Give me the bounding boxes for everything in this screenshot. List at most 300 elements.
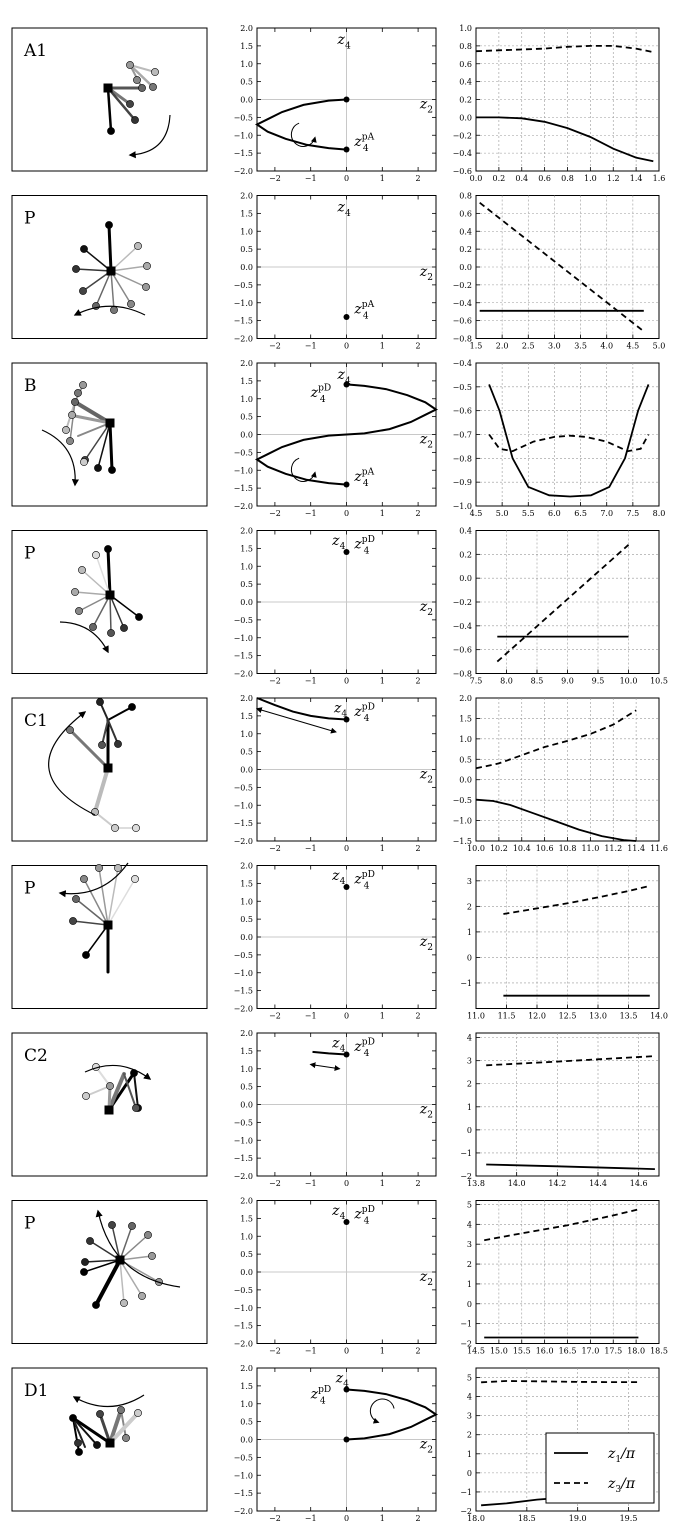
x-tick-label: −1 xyxy=(304,676,317,686)
panel-label: P xyxy=(24,543,36,564)
y-tick-label: −0.4 xyxy=(452,359,472,368)
x-tick-label: 2 xyxy=(415,509,421,518)
math-label: $z^{pD}$ 4 xyxy=(354,870,375,892)
y-tick-label: 4 xyxy=(466,1392,472,1402)
x-tick-label: 1 xyxy=(379,1346,385,1356)
x-tick-label: −2 xyxy=(269,1346,281,1356)
x-tick-label: −2 xyxy=(269,676,281,686)
complex-plane-panel xyxy=(234,527,436,686)
y-tick-label: −2.0 xyxy=(233,334,253,344)
y-tick-label: 0.8 xyxy=(459,191,472,201)
y-tick-label: 0.5 xyxy=(240,1417,253,1427)
y-tick-label: 3 xyxy=(466,876,472,886)
math-label: $z^{pA}$ 4 xyxy=(354,300,375,322)
x-tick-label: 2.5 xyxy=(521,341,535,351)
pendulum-bob xyxy=(133,76,140,83)
y-tick-label: −0.5 xyxy=(233,783,253,793)
y-tick-label: 1.0 xyxy=(240,59,253,69)
x-tick-label: 5.0 xyxy=(652,341,666,351)
y-tick-label: 1.5 xyxy=(240,41,253,51)
x-tick-label: 0 xyxy=(343,509,350,518)
x-tick-label: 11.6 xyxy=(650,844,668,853)
math-label: $z^{pD}$ 4 xyxy=(310,383,332,405)
panel-label: P xyxy=(24,878,36,899)
y-tick-label: −1.0 xyxy=(233,801,253,811)
y-tick-label: 0.5 xyxy=(240,580,253,590)
x-tick-label: 0.2 xyxy=(492,174,506,183)
y-tick-label: 2 xyxy=(466,1430,472,1440)
y-tick-label: 0.5 xyxy=(240,412,253,422)
y-tick-label: −1.5 xyxy=(233,651,253,661)
y-tick-label: 0.6 xyxy=(459,59,472,69)
pendulum-bob xyxy=(82,951,89,958)
x-tick-label: 13.5 xyxy=(619,1011,638,1021)
pivot-square xyxy=(104,921,113,930)
y-tick-label: −2.0 xyxy=(233,837,253,846)
y-tick-label: −1 xyxy=(460,978,472,988)
y-tick-label: 0.8 xyxy=(459,41,472,51)
y-tick-label: −2.0 xyxy=(233,1172,253,1181)
pendulum-bob xyxy=(96,1410,103,1417)
y-tick-label: 1 xyxy=(466,1279,472,1289)
y-tick-label: −2.0 xyxy=(233,1507,253,1516)
pendulum-bob xyxy=(131,116,138,123)
pendulum-bob xyxy=(108,466,115,473)
y-tick-label: 0.0 xyxy=(459,263,472,272)
row-1 xyxy=(12,24,665,183)
y-tick-label: −0.6 xyxy=(452,406,472,416)
y-tick-label: −1.0 xyxy=(233,1303,253,1313)
pendulum-bob xyxy=(98,741,105,748)
pendulum-bob xyxy=(138,1292,145,1299)
pendulum-bob xyxy=(95,864,102,871)
x-tick-label: 16.5 xyxy=(558,1346,577,1356)
y-tick-label: −0.5 xyxy=(233,448,253,458)
series-frame xyxy=(476,196,659,339)
pendulum-panel xyxy=(12,1033,207,1176)
pendulum-panel xyxy=(12,863,207,1009)
time-series-panel xyxy=(453,527,668,686)
y-tick-label: 0.6 xyxy=(459,209,472,219)
pendulum-bob xyxy=(149,83,156,90)
panel-label: D1 xyxy=(24,1381,49,1401)
y-tick-label: 2 xyxy=(466,1079,472,1089)
x-tick-label: 1 xyxy=(379,509,385,518)
x-tick-label: 4.5 xyxy=(469,509,483,518)
y-tick-label: −0.8 xyxy=(452,334,472,344)
pendulum-bob xyxy=(74,389,81,396)
x-tick-label: 2 xyxy=(415,844,421,853)
math-label: $z_4$ xyxy=(333,700,348,720)
y-tick-label: −0.5 xyxy=(233,1453,253,1463)
y-tick-label: −0.5 xyxy=(233,113,253,123)
pendulum-bob xyxy=(80,458,87,465)
pendulum-panel xyxy=(12,363,207,506)
y-tick-label: 0.5 xyxy=(240,1250,253,1260)
x-tick-label: −2 xyxy=(269,1179,281,1188)
y-tick-label: 1.5 xyxy=(459,714,472,724)
pendulum-bob xyxy=(78,566,85,573)
pendulum-bob xyxy=(72,265,79,272)
x-tick-label: 0 xyxy=(343,1346,350,1356)
y-tick-label: 1.0 xyxy=(240,1232,253,1242)
row-2 xyxy=(12,192,665,351)
y-tick-label: 1.0 xyxy=(240,1064,253,1074)
complex-plane-panel xyxy=(234,192,436,351)
series-frame xyxy=(476,1033,659,1176)
complex-plane-panel xyxy=(234,1364,436,1523)
pendulum-bob xyxy=(105,221,112,228)
pendulum-bob xyxy=(120,1299,127,1306)
y-tick-label: 0.2 xyxy=(459,95,472,105)
panel-label: P xyxy=(24,1213,36,1234)
x-tick-label: 18.0 xyxy=(627,1346,646,1356)
x-tick-label: 14.4 xyxy=(589,1179,607,1188)
x-tick-label: 7.5 xyxy=(469,676,483,686)
complex-plane-panel xyxy=(234,1197,436,1356)
math-label: $z_4$ xyxy=(337,32,351,52)
y-tick-label: −1.0 xyxy=(233,131,253,141)
x-tick-label: 12.5 xyxy=(558,1011,577,1021)
complex-plane-panel xyxy=(234,359,436,518)
x-tick-label: 5.0 xyxy=(495,509,509,518)
x-tick-label: 6.5 xyxy=(574,509,587,518)
x-tick-label: 11.4 xyxy=(627,844,646,853)
pendulum-panel xyxy=(12,698,207,841)
x-tick-label: 9.5 xyxy=(591,676,605,686)
y-tick-label: 4 xyxy=(466,1033,472,1043)
x-tick-label: 1 xyxy=(379,844,385,853)
pendulum-bob xyxy=(62,426,69,433)
x-tick-label: 14.5 xyxy=(467,1346,485,1356)
y-tick-label: 0.2 xyxy=(459,550,472,560)
x-tick-label: 2 xyxy=(415,174,421,183)
y-tick-label: −1.5 xyxy=(233,149,253,159)
panel-label: A1 xyxy=(24,41,48,61)
x-tick-label: 8.0 xyxy=(652,509,666,518)
row-9 xyxy=(12,1364,659,1523)
y-tick-label: 2.0 xyxy=(240,24,253,33)
stationary-point xyxy=(344,482,350,488)
time-series-panel xyxy=(453,359,666,518)
y-tick-label: 0.4 xyxy=(459,227,472,237)
stationary-point xyxy=(344,97,350,103)
x-tick-label: 4.5 xyxy=(626,341,640,351)
x-tick-label: 0.4 xyxy=(515,174,529,183)
math-label: $z_2$ xyxy=(419,933,434,954)
x-tick-label: 6.0 xyxy=(548,509,561,518)
y-tick-label: 0.0 xyxy=(240,765,253,775)
x-tick-label: −1 xyxy=(304,341,317,351)
y-tick-label: −1 xyxy=(460,1148,472,1158)
x-tick-label: −2 xyxy=(269,844,281,853)
x-tick-label: 7.0 xyxy=(600,509,614,518)
x-tick-label: −2 xyxy=(269,341,281,351)
y-tick-label: 1 xyxy=(466,1102,472,1112)
y-tick-label: 1 xyxy=(466,927,472,937)
pendulum-rod xyxy=(109,225,111,271)
complex-plane-panel xyxy=(234,1029,436,1188)
time-series-panel xyxy=(453,694,668,853)
x-tick-label: 0.0 xyxy=(469,174,483,183)
y-tick-label: 0.0 xyxy=(459,574,472,584)
stationary-point xyxy=(344,1437,350,1443)
row-5 xyxy=(12,694,668,853)
y-tick-label: −0.4 xyxy=(452,298,472,308)
pendulum-bob xyxy=(132,824,139,831)
x-tick-label: 4.0 xyxy=(600,341,614,351)
pendulum-bob xyxy=(94,464,101,471)
y-tick-label: −0.2 xyxy=(452,131,472,141)
y-tick-label: −1.0 xyxy=(233,1136,253,1146)
y-tick-label: 2 xyxy=(466,902,472,912)
x-tick-label: 15.5 xyxy=(512,1346,531,1356)
y-tick-label: 2.0 xyxy=(240,694,253,703)
x-tick-label: 10.0 xyxy=(619,676,638,686)
pendulum-bob xyxy=(92,551,99,558)
y-tick-label: 2.0 xyxy=(240,526,253,536)
pendulum-bob xyxy=(86,1237,93,1244)
x-tick-label: −1 xyxy=(304,174,317,183)
x-tick-label: 1 xyxy=(379,341,385,351)
y-tick-label: 1.0 xyxy=(240,394,253,404)
y-tick-label: 0.5 xyxy=(459,755,472,765)
x-tick-label: −1 xyxy=(304,1011,317,1021)
y-tick-label: 5 xyxy=(466,1200,472,1210)
pendulum-panel xyxy=(12,196,207,339)
pivot-square xyxy=(107,267,116,276)
y-tick-label: 0.0 xyxy=(240,933,253,942)
y-tick-label: −1.0 xyxy=(233,968,253,978)
x-tick-label: 18.5 xyxy=(517,1514,536,1523)
x-tick-label: 1 xyxy=(379,1011,385,1021)
y-tick-label: 0.5 xyxy=(240,77,253,87)
math-label: $z_4$ xyxy=(337,199,351,219)
pendulum-bob xyxy=(117,1406,124,1413)
pendulum-bob xyxy=(111,824,118,831)
y-tick-label: −1.0 xyxy=(452,816,472,826)
pendulum-bob xyxy=(71,588,78,595)
x-tick-label: 15.0 xyxy=(489,1346,508,1356)
y-tick-label: −0.5 xyxy=(233,1118,253,1128)
complex-plane-panel xyxy=(234,694,436,853)
pendulum-bob xyxy=(107,629,114,636)
y-tick-label: −0.6 xyxy=(452,316,472,326)
pendulum-bob xyxy=(104,545,111,552)
y-tick-label: 1 xyxy=(466,1449,472,1459)
x-tick-label: 11.2 xyxy=(604,844,623,853)
y-tick-label: 1.5 xyxy=(240,1381,253,1391)
stationary-point xyxy=(344,147,350,153)
x-tick-label: 8.5 xyxy=(530,676,544,686)
y-tick-label: 2.0 xyxy=(459,694,472,703)
y-tick-label: −1.5 xyxy=(233,819,253,829)
y-tick-label: −0.5 xyxy=(233,615,253,625)
y-tick-label: −0.5 xyxy=(452,382,472,392)
math-label: $z_2$ xyxy=(419,766,434,786)
x-tick-label: 2 xyxy=(415,1179,421,1188)
row-4 xyxy=(12,527,668,686)
x-tick-label: 0 xyxy=(343,1011,350,1021)
y-tick-label: −1.5 xyxy=(452,837,472,846)
pendulum-bob xyxy=(144,1231,151,1238)
y-tick-label: −2.0 xyxy=(233,167,253,176)
pendulum-bob xyxy=(71,398,78,405)
pendulum-bob xyxy=(82,1092,89,1099)
x-tick-label: 0 xyxy=(343,844,350,853)
y-tick-label: −0.5 xyxy=(452,796,472,806)
x-tick-label: 2 xyxy=(415,676,421,686)
x-tick-label: 0 xyxy=(343,1179,350,1188)
y-tick-label: 5 xyxy=(466,1373,472,1383)
time-series-panel xyxy=(453,24,666,183)
pendulum-panel xyxy=(12,1201,207,1344)
x-tick-label: 0.6 xyxy=(538,174,551,183)
x-tick-label: 11.5 xyxy=(497,1011,516,1021)
y-tick-label: 0 xyxy=(466,1468,472,1478)
y-tick-label: −1.0 xyxy=(233,298,253,308)
y-tick-label: −2 xyxy=(460,1339,472,1349)
y-tick-label: 0 xyxy=(466,1125,472,1135)
y-tick-label: 1.5 xyxy=(240,544,253,554)
pendulum-bob xyxy=(81,1258,88,1265)
y-tick-label: −2 xyxy=(460,1507,472,1516)
y-tick-label: 0.0 xyxy=(240,1435,253,1445)
y-tick-label: −1.0 xyxy=(452,502,472,511)
stationary-point xyxy=(344,314,350,320)
y-tick-label: 1.5 xyxy=(240,1046,253,1056)
pendulum-bob xyxy=(66,437,73,444)
pivot-square xyxy=(105,1106,114,1115)
x-tick-label: 14.2 xyxy=(548,1179,567,1188)
complex-plane-panel xyxy=(234,862,436,1021)
y-tick-label: 0.0 xyxy=(240,263,253,272)
y-tick-label: 1.0 xyxy=(240,729,253,739)
pendulum-bob xyxy=(135,613,142,620)
x-tick-label: 12.0 xyxy=(528,1011,546,1021)
math-label: $z_2$ xyxy=(419,598,434,619)
y-tick-label: −2.0 xyxy=(233,502,253,511)
time-series-panel xyxy=(460,866,668,1021)
y-tick-label: −1.5 xyxy=(233,1154,253,1164)
y-tick-label: 1.0 xyxy=(240,897,253,907)
pendulum-bob xyxy=(89,623,96,630)
y-tick-label: 2.0 xyxy=(240,359,253,368)
pendulum-bob xyxy=(69,917,76,924)
pivot-square xyxy=(106,591,115,600)
math-label: $z_4$ xyxy=(335,1370,349,1390)
y-tick-label: −0.8 xyxy=(452,669,472,679)
x-tick-label: 1.0 xyxy=(584,174,597,183)
x-tick-label: 10.6 xyxy=(535,844,554,853)
x-tick-label: 0 xyxy=(343,174,350,183)
pendulum-panel xyxy=(12,1368,207,1511)
pendulum-bob xyxy=(79,287,86,294)
pendulum-bob xyxy=(114,740,121,747)
y-tick-label: 1.5 xyxy=(240,711,253,721)
x-tick-label: 17.5 xyxy=(604,1346,623,1356)
pendulum-bob xyxy=(96,698,103,705)
x-tick-label: −2 xyxy=(269,174,281,183)
pendulum-bob xyxy=(138,84,145,91)
pendulum-bob xyxy=(75,607,82,614)
pendulum-bob xyxy=(80,1268,87,1275)
x-tick-label: 17.0 xyxy=(581,1346,600,1356)
x-tick-label: 1.6 xyxy=(652,174,666,183)
y-tick-label: −2 xyxy=(460,1172,472,1181)
y-tick-label: −0.5 xyxy=(233,1285,253,1295)
y-tick-label: −1 xyxy=(460,1319,472,1329)
math-label: $z^{pD}$ 4 xyxy=(354,535,375,557)
x-tick-label: 10.4 xyxy=(512,844,531,853)
x-tick-label: 2 xyxy=(415,1346,421,1356)
x-tick-label: 18.0 xyxy=(467,1514,485,1523)
pendulum-bob xyxy=(72,895,79,902)
y-tick-label: −1.0 xyxy=(233,633,253,643)
pendulum-bob xyxy=(80,875,87,882)
y-tick-label: −2.0 xyxy=(233,669,253,679)
x-tick-label: −1 xyxy=(304,1514,317,1523)
x-tick-label: 0 xyxy=(343,341,350,351)
pendulum-bob xyxy=(148,1252,155,1259)
pendulum-bob xyxy=(134,1409,141,1416)
x-tick-label: 13.0 xyxy=(589,1011,607,1021)
y-tick-label: 0.5 xyxy=(240,747,253,757)
pendulum-bob xyxy=(134,242,141,249)
pendulum-bob xyxy=(110,306,117,313)
pendulum-bob xyxy=(122,1434,129,1441)
x-tick-label: 0 xyxy=(343,676,350,686)
math-label: $z_2$ xyxy=(419,431,434,451)
pendulum-bob xyxy=(131,875,138,882)
y-tick-label: −0.9 xyxy=(452,478,472,488)
y-tick-label: 0.0 xyxy=(240,1268,253,1277)
y-tick-label: 2 xyxy=(466,1260,472,1270)
x-tick-label: 14.6 xyxy=(629,1179,648,1188)
x-tick-label: −1 xyxy=(304,844,317,853)
pendulum-bob xyxy=(120,624,127,631)
row-6 xyxy=(12,862,668,1021)
math-label: $z^{pD}$ 4 xyxy=(354,1205,375,1227)
x-tick-label: 14.0 xyxy=(650,1011,668,1021)
y-tick-label: 4 xyxy=(466,1220,472,1230)
y-tick-label: −0.2 xyxy=(452,598,472,607)
y-tick-label: 3 xyxy=(466,1240,472,1250)
x-tick-label: 2 xyxy=(415,1011,421,1021)
y-tick-label: −2.0 xyxy=(233,1339,253,1349)
y-tick-label: −0.2 xyxy=(452,280,472,290)
math-label: $z^{pD}$ 4 xyxy=(310,1385,332,1407)
pendulum-panel xyxy=(12,28,207,171)
y-tick-label: −0.5 xyxy=(233,950,253,960)
pendulum-bob xyxy=(126,100,133,107)
math-label: $z_4$ xyxy=(337,367,351,387)
x-tick-label: 11.0 xyxy=(581,844,600,853)
pendulum-bob xyxy=(114,864,121,871)
x-tick-label: 14.0 xyxy=(507,1179,526,1188)
y-tick-label: −1.0 xyxy=(233,1471,253,1481)
row-8 xyxy=(12,1197,668,1356)
x-tick-label: 3.0 xyxy=(548,341,561,351)
x-tick-label: 1.4 xyxy=(629,174,643,183)
x-tick-label: 2 xyxy=(415,341,421,351)
math-label: $z_2$ xyxy=(419,1436,434,1456)
y-tick-label: 1.5 xyxy=(240,879,253,889)
y-tick-label: 0 xyxy=(466,953,472,963)
y-tick-label: −1.5 xyxy=(233,1489,253,1499)
y-tick-label: −0.4 xyxy=(452,621,472,631)
x-tick-label: 10.2 xyxy=(489,844,508,853)
